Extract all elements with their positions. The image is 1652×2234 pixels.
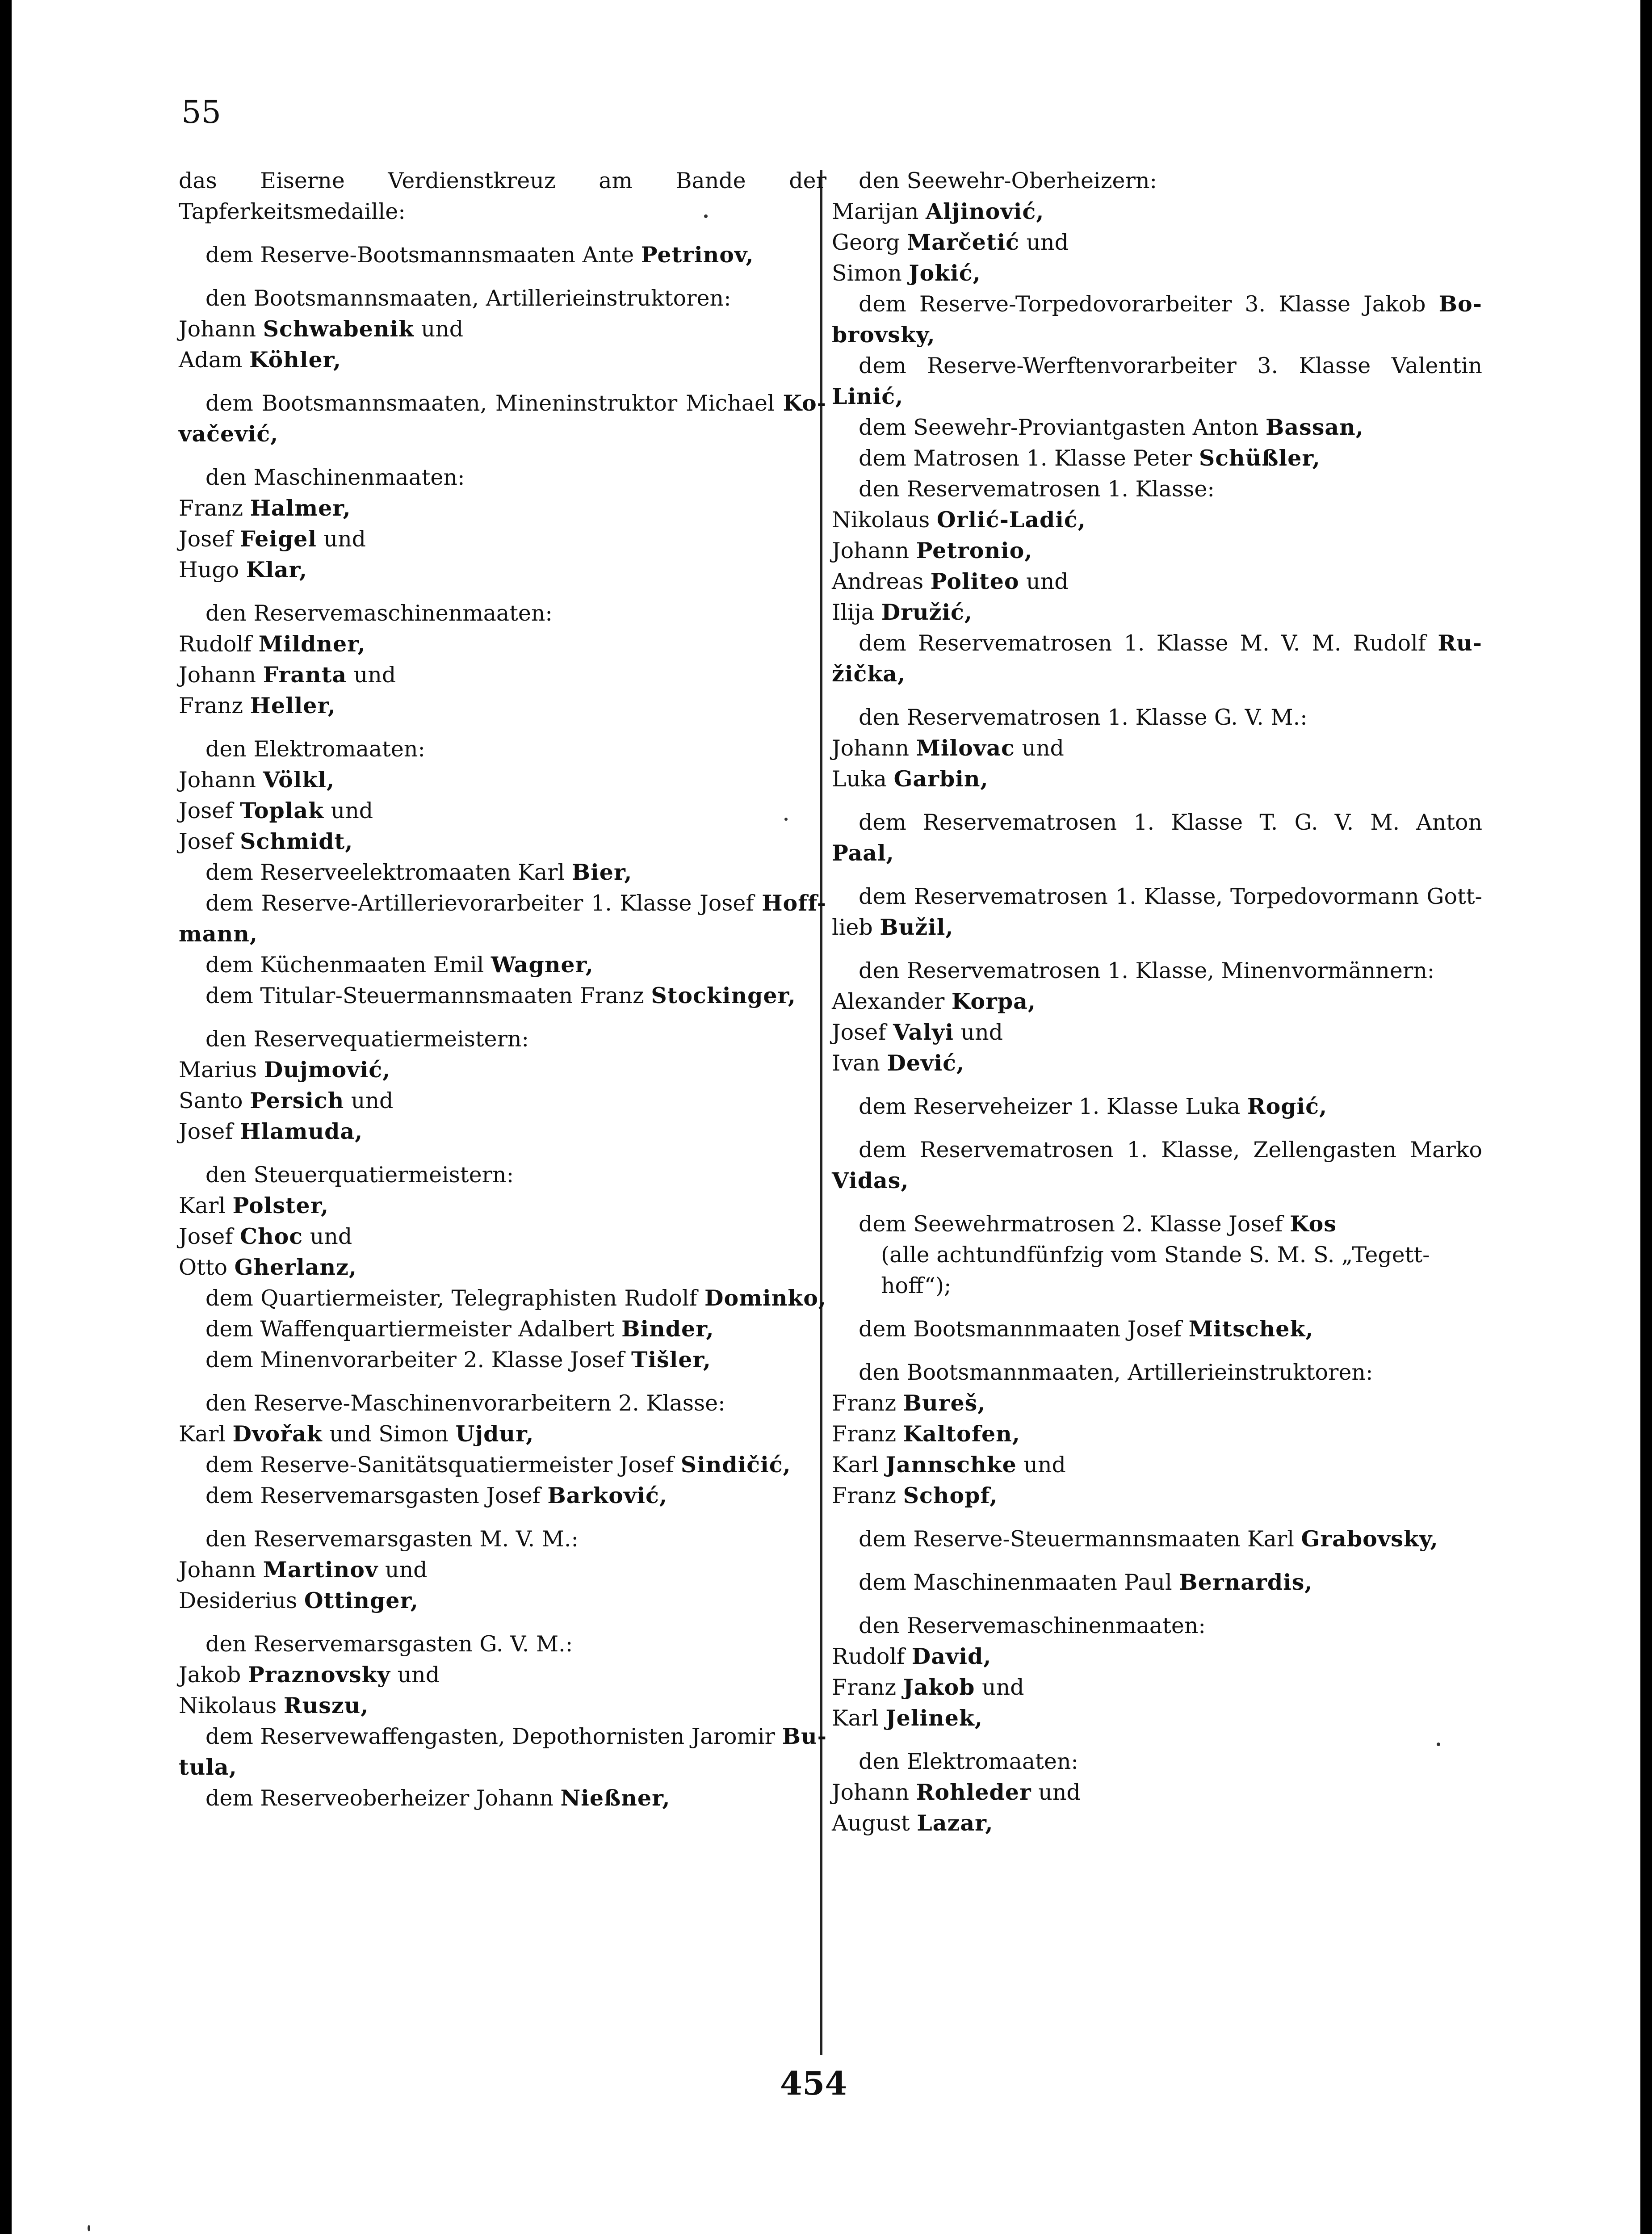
text-line: dem Reserve-Torpedovorarbeiter 3. Klasse Jakob Bo-: [859, 291, 1482, 317]
text-entry: [179, 1524, 826, 1616]
text-line: hoff“);: [881, 1273, 952, 1298]
scan-speck: [704, 214, 708, 218]
text-line: Santo Persich und: [179, 1088, 394, 1113]
surname: Schüßler,: [1199, 445, 1321, 471]
text-entry: [179, 165, 826, 227]
scan-speck: [88, 2225, 90, 2231]
text-line: [179, 1752, 826, 1783]
surname: Bier,: [571, 859, 633, 885]
surname: Jokić,: [909, 260, 981, 286]
text-line: dem Bootsmannmaaten Josef Mitschek,: [859, 1316, 1314, 1342]
surname: Schwabenik: [263, 316, 415, 342]
text-line: Johann Rohleder und: [832, 1779, 1081, 1805]
text-line: dem Reserve-Werftenvorarbeiter 3. Klasse Valentin: [859, 353, 1482, 378]
surname: Valyi: [893, 1019, 954, 1045]
text-line: Georg Marčetić und: [832, 229, 1069, 255]
surname: Lazar,: [917, 1810, 994, 1836]
text-entry: [179, 1721, 826, 1783]
surname: Jelinek,: [885, 1705, 983, 1731]
text-line: dem Reservematrosen 1. Klasse M. V. M. Rudolf Ru-: [859, 630, 1482, 656]
surname: Klar,: [246, 557, 307, 583]
surname: Dvořak: [232, 1421, 323, 1447]
text-line: dem Seewehr-Proviantgasten Anton Bassan,: [859, 414, 1364, 440]
text-line: Marius Dujmović,: [179, 1057, 391, 1083]
surname: Bassan,: [1265, 414, 1364, 440]
surname: Heller,: [250, 693, 336, 718]
text-line: dem Reserve-Sanitätsquatiermeister Josef Sindičić,: [205, 1452, 791, 1478]
text-line: dem Reserve-Steuermannsmaaten Karl Grabovsky,: [859, 1526, 1438, 1552]
text-entry: [832, 443, 1482, 474]
text-line: den Elektromaaten:: [859, 1749, 1078, 1774]
text-line: Otto Gherlanz,: [179, 1254, 357, 1280]
text-line: Karl Dvořak und Simon Ujdur,: [179, 1421, 534, 1447]
text-line: den Reserve-Maschinenvorarbeitern 2. Klasse:: [205, 1390, 725, 1416]
text-line: Luka Garbin,: [832, 766, 989, 792]
text-line: dem Reserveheizer 1. Klasse Luka Rogić,: [859, 1093, 1328, 1119]
text-line: Simon Jokić,: [832, 260, 981, 286]
text-line: lieb Bužil,: [832, 914, 954, 940]
text-entry: [179, 388, 826, 449]
text-line: Johann Milovac und: [832, 735, 1064, 761]
text-entry: [179, 1388, 826, 1449]
text-entry: [179, 1314, 826, 1344]
text-line: Alexander Korpa,: [832, 988, 1036, 1014]
text-line: Hugo Klar,: [179, 557, 307, 583]
paper-sheet: [12, 0, 1640, 2234]
text-line: dem Bootsmannsmaaten, Mineninstruktor Michael Ko-: [205, 390, 826, 416]
text-line: den Reservematrosen 1. Klasse:: [859, 476, 1215, 502]
scan-speck: [784, 818, 788, 821]
page-number-top: 55: [181, 94, 222, 130]
text-line: den Elektromaaten:: [205, 736, 425, 762]
surname: Binder,: [621, 1316, 714, 1342]
text-line: den Seewehr-Oberheizern:: [859, 168, 1157, 193]
surname: Dujmović,: [264, 1057, 391, 1083]
text-entry: [832, 1209, 1482, 1301]
surname: Dominko,: [704, 1285, 826, 1311]
surname: Kaltofen,: [903, 1421, 1020, 1447]
text-line: dem Titular-Steuermannsmaaten Franz Stockinger,: [205, 983, 796, 1008]
surname: Schopf,: [903, 1482, 998, 1508]
text-line: den Reservemaschinenmaaten:: [859, 1613, 1206, 1638]
surname: Bo-: [1438, 291, 1482, 317]
surname: tula,: [179, 1754, 237, 1780]
text-line: Franz Bureš,: [832, 1390, 986, 1416]
surname: Hlamuda,: [240, 1118, 363, 1144]
text-line: Karl Jelinek,: [832, 1705, 983, 1731]
surname: vačević,: [179, 421, 279, 447]
text-line: Karl Polster,: [179, 1193, 329, 1218]
text-entry: [179, 1344, 826, 1375]
surname: Politeo: [930, 568, 1019, 594]
surname: Kos: [1290, 1211, 1337, 1237]
text-entry: [832, 807, 1482, 869]
surname: Ko-: [783, 390, 826, 416]
surname: brovsky,: [832, 322, 935, 348]
surname: Choc: [240, 1223, 303, 1249]
text-line: [179, 419, 826, 449]
text-line: den Reservemarsgasten M. V. M.:: [205, 1526, 579, 1552]
text-line: den Bootsmannmaaten, Artillerieinstruktoren:: [859, 1360, 1373, 1385]
text-line: dem Reservematrosen 1. Klasse T. G. V. M. Anton: [859, 810, 1482, 835]
surname: Bureš,: [903, 1390, 986, 1416]
text-line: Franz Kaltofen,: [832, 1421, 1020, 1447]
text-line: den Reservematrosen 1. Klasse G. V. M.:: [859, 705, 1308, 730]
text-entry: [832, 1091, 1482, 1122]
text-entry: [832, 1524, 1482, 1554]
text-line: Johann Martinov und: [179, 1557, 428, 1583]
text-line: Josef Hlamuda,: [179, 1118, 363, 1144]
text-entry: [179, 1629, 826, 1721]
text-entry: [179, 462, 826, 585]
text-entry: [832, 955, 1482, 1079]
surname: Grabovsky,: [1301, 1526, 1438, 1552]
text-line: dem Maschinenmaaten Paul Bernardis,: [859, 1569, 1313, 1595]
surname: Wagner,: [491, 952, 594, 978]
text-line: den Bootsmannsmaaten, Artillerieinstruktoren:: [205, 286, 731, 311]
text-line: dem Matrosen 1. Klasse Peter Schüßler,: [859, 445, 1321, 471]
text-entry: [179, 1783, 826, 1814]
text-line: dem Reserveelektromaaten Karl Bier,: [205, 859, 633, 885]
scan-speck: [1437, 1743, 1440, 1746]
text-entry: [179, 949, 826, 980]
text-line: Johann Völkl,: [179, 767, 335, 793]
text-entry: [179, 1449, 826, 1480]
surname: Stockinger,: [651, 983, 796, 1008]
text-line: [179, 919, 826, 949]
text-line: den Maschinenmaaten:: [205, 465, 465, 490]
surname: Ottinger,: [304, 1587, 419, 1613]
surname: Garbin,: [893, 766, 989, 792]
text-line: Franz Schopf,: [832, 1482, 998, 1508]
surname: Nießner,: [560, 1785, 671, 1811]
text-entry: [832, 1746, 1482, 1839]
text-line: dem Seewehrmatrosen 2. Klasse Josef Kos: [859, 1211, 1337, 1237]
text-entry: [832, 165, 1482, 289]
surname: Milovac: [916, 735, 1015, 761]
text-line: dem Reservematrosen 1. Klasse, Zellengasten Marko: [859, 1137, 1482, 1163]
text-line: Josef Toplak und: [179, 798, 373, 823]
text-line: dem Reservematrosen 1. Klasse, Torpedovormann Gott-: [859, 884, 1482, 909]
text-line: August Lazar,: [832, 1810, 994, 1836]
text-line: dem Küchenmaaten Emil Wagner,: [205, 952, 594, 978]
surname: Aljinović,: [926, 198, 1044, 224]
text-line: Rudolf David,: [832, 1643, 992, 1669]
text-line: den Reservemarsgasten G. V. M.:: [205, 1631, 573, 1657]
text-line: dem Reservemarsgasten Josef Barković,: [205, 1482, 667, 1508]
surname: Köhler,: [249, 347, 341, 373]
surname: Franta: [263, 662, 347, 688]
text-line: dem Minenvorarbeiter 2. Klasse Josef Tišler,: [205, 1347, 711, 1373]
text-line: dem Reservewaffengasten, Depothornisten Jaromir Bu-: [205, 1723, 827, 1749]
text-line: den Reservematrosen 1. Klasse, Minenvormännern:: [859, 958, 1435, 983]
surname: Toplak: [240, 798, 324, 823]
surname: Ru-: [1438, 630, 1482, 656]
text-entry: [179, 283, 826, 375]
text-entry: [179, 1024, 826, 1147]
text-entry: [832, 1567, 1482, 1598]
text-entry: [179, 598, 826, 721]
surname: Persich: [250, 1088, 344, 1113]
text-entry: [832, 474, 1482, 628]
text-line: Karl Jannschke und: [832, 1452, 1066, 1478]
text-entry: [179, 1283, 826, 1314]
text-entry: [832, 1314, 1482, 1344]
surname: Mitschek,: [1188, 1316, 1314, 1342]
text-entry: [179, 1480, 826, 1511]
text-line: Josef Choc und: [179, 1223, 352, 1249]
surname: Marčetić: [907, 229, 1019, 255]
surname: Dević,: [887, 1050, 965, 1076]
text-line: [832, 838, 1482, 869]
text-line: Josef Feigel und: [179, 526, 366, 552]
surname: Ujdur,: [455, 1421, 534, 1447]
text-line: Johann Franta und: [179, 662, 396, 688]
text-entry: [832, 289, 1482, 350]
surname: Petronio,: [916, 538, 1033, 563]
text-entry: [832, 628, 1482, 689]
surname: Paal,: [832, 840, 894, 866]
text-line: [832, 381, 1482, 412]
text-line: Adam Köhler,: [179, 347, 341, 373]
text-entry: [179, 734, 826, 857]
text-line: Ilija Družić,: [832, 599, 973, 625]
text-line: Johann Petronio,: [832, 538, 1033, 563]
text-line: Rudolf Mildner,: [179, 631, 366, 657]
text-line: Tapferkeitsmedaille:: [179, 199, 406, 224]
text-line: Johann Schwabenik und: [179, 316, 464, 342]
surname: žička,: [832, 661, 906, 687]
surname: Ruszu,: [283, 1692, 369, 1718]
text-line: [832, 659, 1482, 689]
surname: David,: [911, 1643, 992, 1669]
text-line: Franz Heller,: [179, 693, 336, 718]
text-line: Franz Jakob und: [832, 1674, 1024, 1700]
text-line: Josef Valyi und: [832, 1019, 1003, 1045]
text-line: Josef Schmidt,: [179, 828, 353, 854]
text-line: den Reservequatiermeistern:: [205, 1026, 529, 1052]
text-entry: [179, 888, 826, 949]
surname: Hoff-: [762, 890, 826, 916]
text-line: Andreas Politeo und: [832, 568, 1069, 594]
text-entry: [832, 412, 1482, 443]
text-line: dem Reserve-Artillerievorarbeiter 1. Klasse Josef Hoff-: [205, 890, 826, 916]
text-entry: [832, 881, 1482, 943]
surname: mann,: [179, 921, 258, 947]
text-entry: [832, 1610, 1482, 1734]
surname: Rohleder: [916, 1779, 1031, 1805]
surname: Gherlanz,: [234, 1254, 357, 1280]
surname: Barković,: [547, 1482, 667, 1508]
text-line: Jakob Praznovsky und: [179, 1662, 440, 1688]
text-line: [832, 1165, 1482, 1196]
surname: Halmer,: [250, 495, 351, 521]
text-line: dem Waffenquartiermeister Adalbert Binder,: [205, 1316, 714, 1342]
surname: Sindičić,: [680, 1452, 791, 1478]
surname: Jakob: [903, 1674, 975, 1700]
text-entry: [179, 239, 826, 270]
surname: Družić,: [881, 599, 973, 625]
text-line: das Eiserne Verdienstkreuz am Bande der: [179, 168, 826, 193]
surname: Rogić,: [1247, 1093, 1328, 1119]
surname: Feigel: [240, 526, 317, 552]
text-line: Ivan Dević,: [832, 1050, 965, 1076]
text-entry: [179, 980, 826, 1011]
text-line: den Reservemaschinenmaaten:: [205, 600, 553, 626]
text-line: [832, 319, 1482, 350]
left-column: [179, 165, 826, 1814]
text-line: (alle achtundfünfzig vom Stande S. M. S. „Tegett-: [881, 1242, 1430, 1268]
text-entry: [832, 350, 1482, 412]
surname: Korpa,: [951, 988, 1036, 1014]
surname: Schmidt,: [240, 828, 353, 854]
surname: Martinov: [263, 1557, 378, 1583]
text-line: den Steuerquatiermeistern:: [205, 1162, 514, 1188]
text-entry: [832, 702, 1482, 794]
text-line: Desiderius Ottinger,: [179, 1587, 419, 1613]
text-line: dem Quartiermeister, Telegraphisten Rudolf Dominko,: [205, 1285, 826, 1311]
text-entry: [832, 1357, 1482, 1511]
text-entry: [179, 1159, 826, 1283]
text-entry: [179, 857, 826, 888]
surname: Vidas,: [832, 1167, 909, 1193]
surname: Polster,: [232, 1193, 329, 1218]
surname: Mildner,: [258, 631, 366, 657]
surname: Völkl,: [263, 767, 335, 793]
text-line: Nikolaus Orlić-Ladić,: [832, 507, 1086, 533]
surname: Bu-: [782, 1723, 827, 1749]
surname: Tišler,: [631, 1347, 711, 1373]
page-number-bottom: 454: [780, 2064, 847, 2102]
surname: Petrinov,: [641, 242, 754, 268]
text-line: Nikolaus Ruszu,: [179, 1692, 369, 1718]
surname: Orlić-Ladić,: [936, 507, 1086, 533]
surname: Praznovsky: [248, 1662, 391, 1688]
text-line: dem Reserveoberheizer Johann Nießner,: [205, 1785, 671, 1811]
text-line: Marijan Aljinović,: [832, 198, 1044, 224]
text-line: dem Reserve-Bootsmannsmaaten Ante Petrinov,: [205, 242, 754, 268]
surname: Bernardis,: [1179, 1569, 1313, 1595]
right-column: [832, 165, 1482, 1839]
text-line: Franz Halmer,: [179, 495, 351, 521]
surname: Jannschke: [885, 1452, 1017, 1478]
surname: Bužil,: [880, 914, 954, 940]
text-entry: [832, 1134, 1482, 1196]
surname: Linić,: [832, 383, 904, 409]
